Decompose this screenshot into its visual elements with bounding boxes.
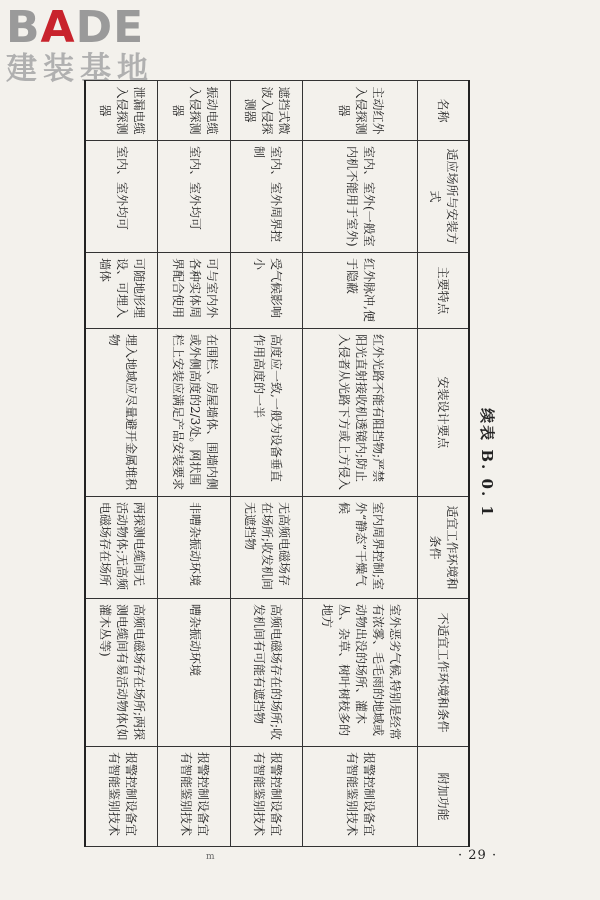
col-header-install: 安装设计要点 [418,329,470,497]
rotated-content [84,80,504,846]
col-header-extra: 附加功能 [418,747,470,847]
table-row [303,81,418,847]
footer-mark: m [206,852,215,862]
cell-unsuitable: 室外恶劣气候,特别是经常有浓雾、毛毛雨的地域或动物出没的场所、灌木丛、杂草、树叶树枝多的地方 [303,599,418,747]
cell-venue: 室内、室外均可 [158,141,230,253]
cell-feature: 红外脉冲,便于隐蔽 [303,253,418,329]
cell-unsuitable: 嘈杂振动环境 [158,599,230,747]
table-row [158,81,230,847]
cell-extra: 报警控制设备宜有智能鉴别技术 [85,747,158,847]
table-row [85,81,158,847]
cell-suitable: 非嘈杂振动环境 [158,497,230,599]
cell-name: 遮挡式微波入侵探测器 [230,81,302,141]
cell-suitable: 室内周界控制;室外“静态”干燥气候 [303,497,418,599]
col-header-venue: 适应场所与安装方式 [418,141,470,253]
logo-wordmark [6,2,176,53]
col-header-name: 名称 [418,81,470,141]
cell-name: 泄漏电缆入侵探测器 [85,81,158,141]
cell-extra: 报警控制设备宜有智能鉴别技术 [303,747,418,847]
cell-unsuitable: 高频电磁场存在场所;两探测电缆间有易活动物体(如灌木丛等) [85,599,158,747]
cell-install: 红外光路不能有阻挡物;严禁阳光直射接收机透镜内;防止入侵者从光路下方或上方侵入 [303,329,418,497]
cell-feature: 可随地形埋设、可埋入墙体 [85,253,158,329]
brand-logo [6,2,176,87]
cell-extra: 报警控制设备宜有智能鉴别技术 [158,747,230,847]
cell-unsuitable: 高频电磁场存在的场所;收发机间有可能有遮挡物 [230,599,302,747]
cell-venue: 室内、室外均可 [85,141,158,253]
cell-venue: 室内、室外(一般室内机不能用于室外) [303,141,418,253]
rotated-page [84,80,504,846]
cell-install: 高度应一致,一般为设备垂直作用高度的一半 [230,329,302,497]
cell-install: 在围栏、房屋墙体、围墙内侧或外侧高度的2/3处。网状围栏上安装应满足产品安装要求 [158,329,230,497]
cell-suitable: 无高频电磁场存在场所;收发机间无遮挡物 [230,497,302,599]
cell-venue: 室内、室外周界控制 [230,141,302,253]
col-header-feature: 主要特点 [418,253,470,329]
table-row [230,81,302,847]
cell-install: 埋入地域应尽量避开金属堆积物 [85,329,158,497]
cell-name: 主动红外入侵探测器 [303,81,418,141]
table-header-row [418,81,470,847]
detector-spec-table [84,80,470,847]
logo-subtitle: 建装基地 [6,51,154,87]
table-title: 续表 B. 0. 1 [478,408,496,518]
logo-text: BADE [6,2,145,53]
col-header-suitable: 适宜工作环境和条件 [418,497,470,599]
cell-feature: 可与室内外各种实体周界配合使用 [158,253,230,329]
page-number: · 29 · [458,848,498,863]
cell-name: 振动电缆入侵探测器 [158,81,230,141]
col-header-unsuitable: 不适宜工作环境和条件 [418,599,470,747]
cell-extra: 报警控制设备宜有智能鉴别技术 [230,747,302,847]
cell-suitable: 两探测电缆间无活动物体;无高频电磁场存在场所 [85,497,158,599]
cell-feature: 受气候影响小 [230,253,302,329]
